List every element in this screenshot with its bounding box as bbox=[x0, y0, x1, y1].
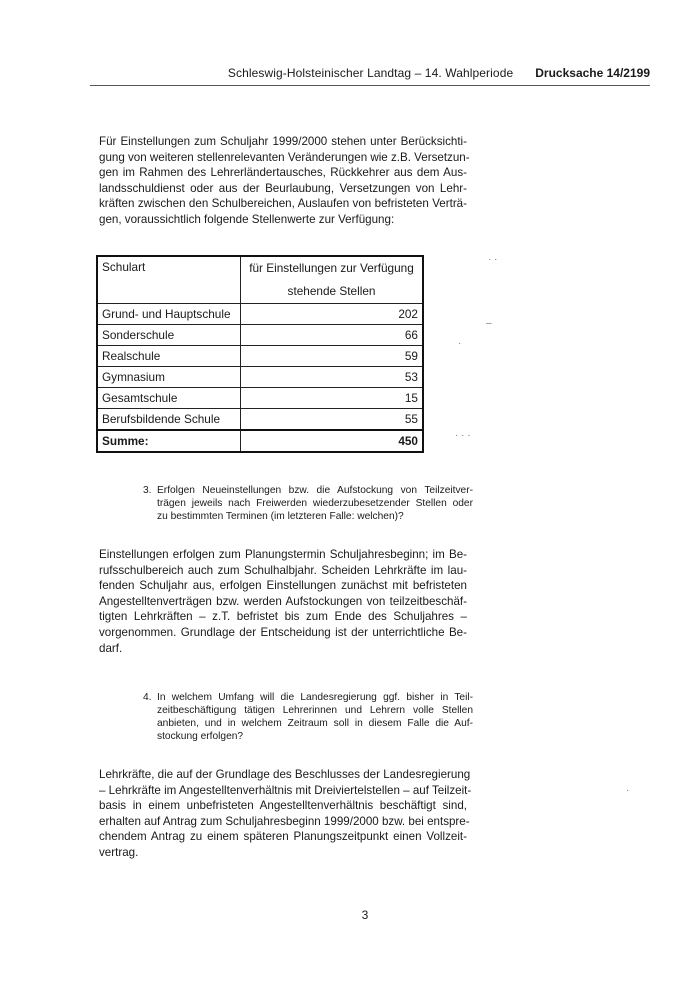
positions-cell: 59 bbox=[241, 346, 424, 367]
school-type-cell: Sonderschule bbox=[97, 325, 241, 346]
header-rule bbox=[90, 85, 650, 86]
positions-table bbox=[96, 255, 424, 453]
answer-4-paragraph bbox=[99, 767, 472, 861]
text-line: Für Einstellungen zum Schuljahr 1999/2000 stehen unter Berücksichti- bbox=[99, 135, 467, 148]
page-header bbox=[200, 66, 650, 80]
text-line: basis in einem unbefristeten Angestelltenverhältnis beschäftigt sind, bbox=[99, 799, 467, 813]
question-line: In welchem Umfang will die Landesregierung ggf. bisher in Teil- bbox=[157, 692, 473, 703]
question-number: 3. bbox=[143, 485, 152, 496]
text-line: vertrag. bbox=[99, 845, 139, 859]
text-line: rufsschulbereich auch zum Schulhalbjahr. Scheiden Lehrkräfte im lau- bbox=[99, 563, 467, 577]
page-number: 3 bbox=[361, 908, 369, 922]
header-school-type: Schulart bbox=[97, 256, 241, 304]
question-line: anbieten, und in welchem Zeitraum soll in diesem Falle die Auf- bbox=[157, 718, 473, 729]
positions-cell: 66 bbox=[241, 325, 424, 346]
text-line: fenden Schuljahr aus, erfolgen Einstellungen zunächst mit befristeten bbox=[99, 579, 467, 593]
header-positions-line2: stehende Stellen bbox=[287, 284, 376, 298]
school-type-cell: Grund- und Hauptschule bbox=[97, 304, 241, 325]
text-line: – Lehrkräfte im Angestelltenverhältnis mit Dreiviertelstellen – auf Teilzeit- bbox=[99, 783, 472, 797]
table-header-row bbox=[97, 256, 423, 304]
total-label: Summe: bbox=[97, 430, 241, 452]
text-line: gen im Rahmen des Lehrerländertausches, Rückkehrer aus dem Aus- bbox=[99, 166, 467, 180]
school-type-cell: Gymnasium bbox=[97, 367, 241, 388]
question-3 bbox=[143, 484, 473, 523]
school-type-cell: Gesamtschule bbox=[97, 388, 241, 409]
scan-speck: · bbox=[458, 338, 462, 349]
question-line: trägen jeweils nach Freiwerden wiederzubesetzender Stellen oder bbox=[157, 498, 473, 509]
scan-speck: – bbox=[486, 318, 492, 329]
positions-cell: 53 bbox=[241, 367, 424, 388]
intro-paragraph bbox=[99, 134, 470, 228]
table-row bbox=[97, 409, 423, 431]
text-line: Angestelltenverträgen bzw. werden Aufstockungen von teilzeitbeschäf- bbox=[99, 594, 467, 608]
scan-speck: · bbox=[626, 785, 630, 796]
table-row bbox=[97, 388, 423, 409]
positions-cell: 55 bbox=[241, 409, 424, 431]
question-line: Erfolgen Neueinstellungen bzw. die Aufstockung von Teilzeitver- bbox=[157, 485, 473, 496]
running-title: Schleswig-Holsteinischer Landtag – 14. Wahlperiode bbox=[227, 66, 514, 80]
question-line: stockung erfolgen? bbox=[157, 731, 244, 742]
text-line: gen, voraussichtlich folgende Stellenwerte zur Verfügung: bbox=[99, 212, 395, 226]
question-4 bbox=[143, 691, 473, 743]
table-row bbox=[97, 325, 423, 346]
table-row bbox=[97, 346, 423, 367]
text-line: landsschuldienst oder aus der Beurlaubung, Versetzungen von Lehr- bbox=[99, 181, 467, 195]
scan-speck: · · bbox=[488, 254, 498, 265]
table-row bbox=[97, 304, 423, 325]
text-line: chendem Antrag zu einem späteren Planungszeitpunkt einen Vollzeit- bbox=[99, 830, 467, 844]
text-line: gung von weiteren stellenrelevanten Veränderungen wie z.B. Versetzun- bbox=[99, 150, 470, 164]
table-row bbox=[97, 367, 423, 388]
text-line: tigten Lehrkräften – z.T. befristet bis zum Ende des Schuljahres – bbox=[99, 610, 467, 624]
header-positions-line1: für Einstellungen zur Verfügung bbox=[249, 261, 414, 275]
question-line: zu bestimmten Terminen (im letzteren Falle: welchen)? bbox=[157, 511, 404, 522]
question-number: 4. bbox=[143, 692, 152, 703]
text-line: Lehrkräfte, die auf der Grundlage des Beschlusses der Landesregierung bbox=[99, 768, 471, 781]
question-line: zeitbeschäftigung tätigen Lehrerinnen und Lehrern volle Stellen bbox=[157, 705, 473, 716]
positions-cell: 15 bbox=[241, 388, 424, 409]
text-line: Einstellungen erfolgen zum Planungstermin Schuljahresbeginn; im Be- bbox=[99, 548, 467, 561]
document-number: Drucksache 14/2199 bbox=[535, 66, 650, 80]
text-line: kräften zwischen den Schulbereichen, Auslaufen von befristeten Verträ- bbox=[99, 197, 467, 211]
total-value: 450 bbox=[241, 430, 424, 452]
school-type-cell: Realschule bbox=[97, 346, 241, 367]
text-line: erhalten auf Antrag zum Schuljahresbeginn 1999/2000 bzw. bei entspre- bbox=[99, 814, 470, 828]
header-positions bbox=[241, 256, 424, 304]
answer-3-paragraph bbox=[99, 547, 467, 656]
table-total-row bbox=[97, 430, 423, 452]
text-line: vorgenommen. Grundlage der Entscheidung ist der unterrichtliche Be- bbox=[99, 625, 467, 639]
school-type-cell: Berufsbildende Schule bbox=[97, 409, 241, 431]
text-line: darf. bbox=[99, 641, 123, 655]
positions-cell: 202 bbox=[241, 304, 424, 325]
scan-speck: · · · bbox=[455, 430, 471, 441]
